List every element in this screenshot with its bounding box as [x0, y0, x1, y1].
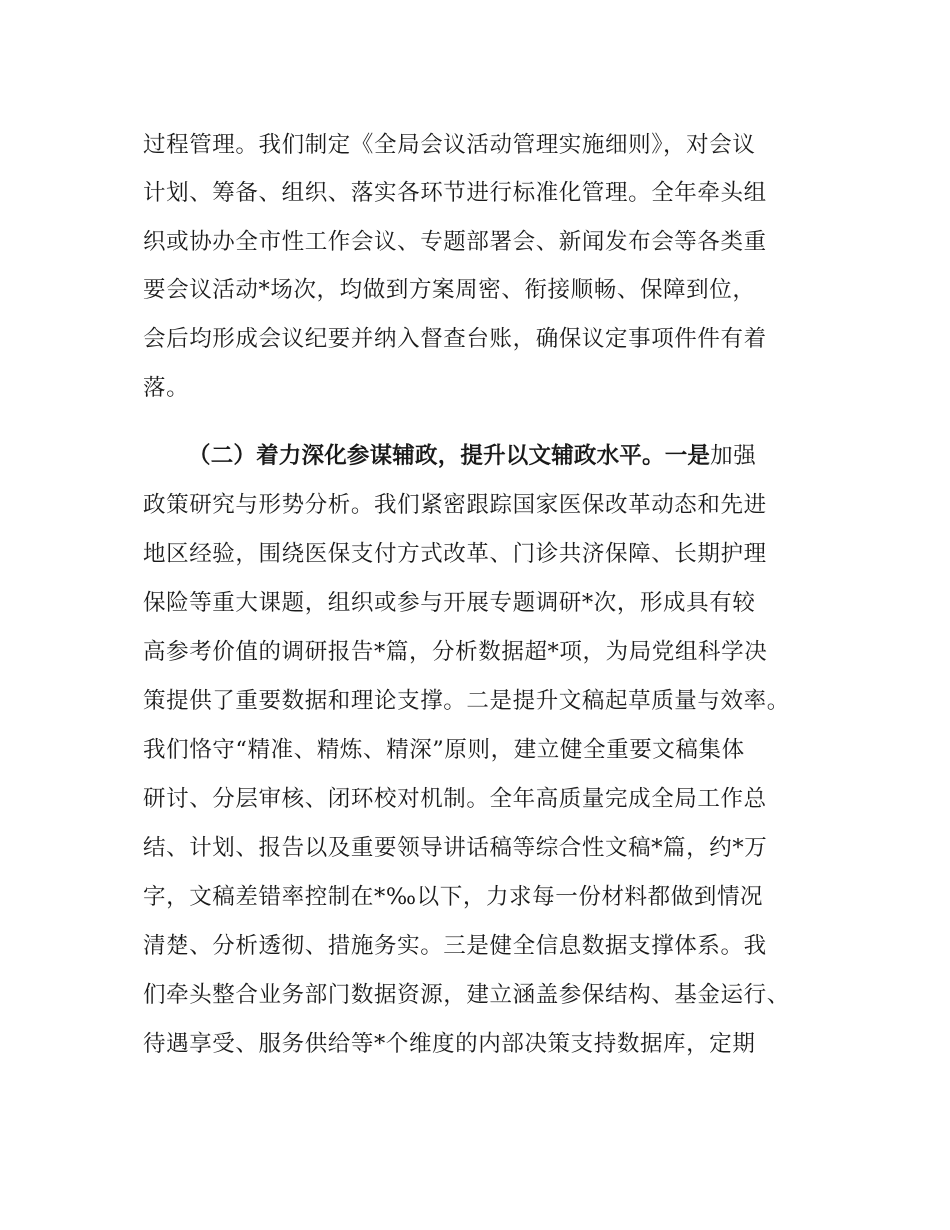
text-line: 落。	[143, 375, 190, 401]
text-line: 清楚、分析透彻、措施务实。三是健全信息数据支撑体系。我	[143, 933, 767, 959]
text-line: 字，文稿差错率控制在*‰以下，力求每一份材料都做到情况	[143, 884, 764, 910]
text-line: 会后均形成会议纪要并纳入督查台账，确保议定事项件件有着	[143, 326, 767, 352]
text-line: 研讨、分层审核、闭环校对机制。全年高质量完成全局工作总	[143, 786, 767, 812]
section-heading-line	[188, 438, 756, 474]
text-line: 策提供了重要数据和理论支撑。二是提升文稿起草质量与效率。	[143, 688, 790, 714]
section-heading: （二）着力深化参谋辅政，提升以文辅政水平。一是	[188, 443, 711, 469]
text-line: 们牵头整合业务部门数据资源，建立涵盖参保结构、基金运行、	[143, 982, 790, 1008]
text-line: 过程管理。我们制定《全局会议活动管理实施细则》，对会议	[143, 132, 756, 158]
text-line: 保险等重大课题，组织或参与开展专题调研*次，形成具有较	[143, 590, 756, 616]
text-line: 结、计划、报告以及重要领导讲话稿等综合性文稿*篇，约*万	[143, 835, 768, 861]
text-line: 我们恪守“精准、精炼、精深”原则，建立健全重要文稿集体	[143, 737, 745, 763]
text-line: 地区经验，围绕医保支付方式改革、门诊共济保障、长期护理	[143, 541, 767, 567]
text-line: 政策研究与形势分析。我们紧密跟踪国家医保改革动态和先进	[143, 492, 767, 518]
heading-tail: 加强	[710, 443, 757, 469]
text-line: 待遇享受、服务供给等*个维度的内部决策支持数据库，定期	[143, 1031, 756, 1057]
text-line: 计划、筹备、组织、落实各环节进行标准化管理。全年牵头组	[143, 180, 767, 206]
text-line: 高参考价值的调研报告*篇，分析数据超*项，为局党组科学决	[143, 639, 768, 665]
text-line: 织或协办全市性工作会议、专题部署会、新闻发布会等各类重	[143, 229, 767, 255]
text-line: 要会议活动*场次，均做到方案周密、衔接顺畅、保障到位，	[143, 277, 756, 303]
